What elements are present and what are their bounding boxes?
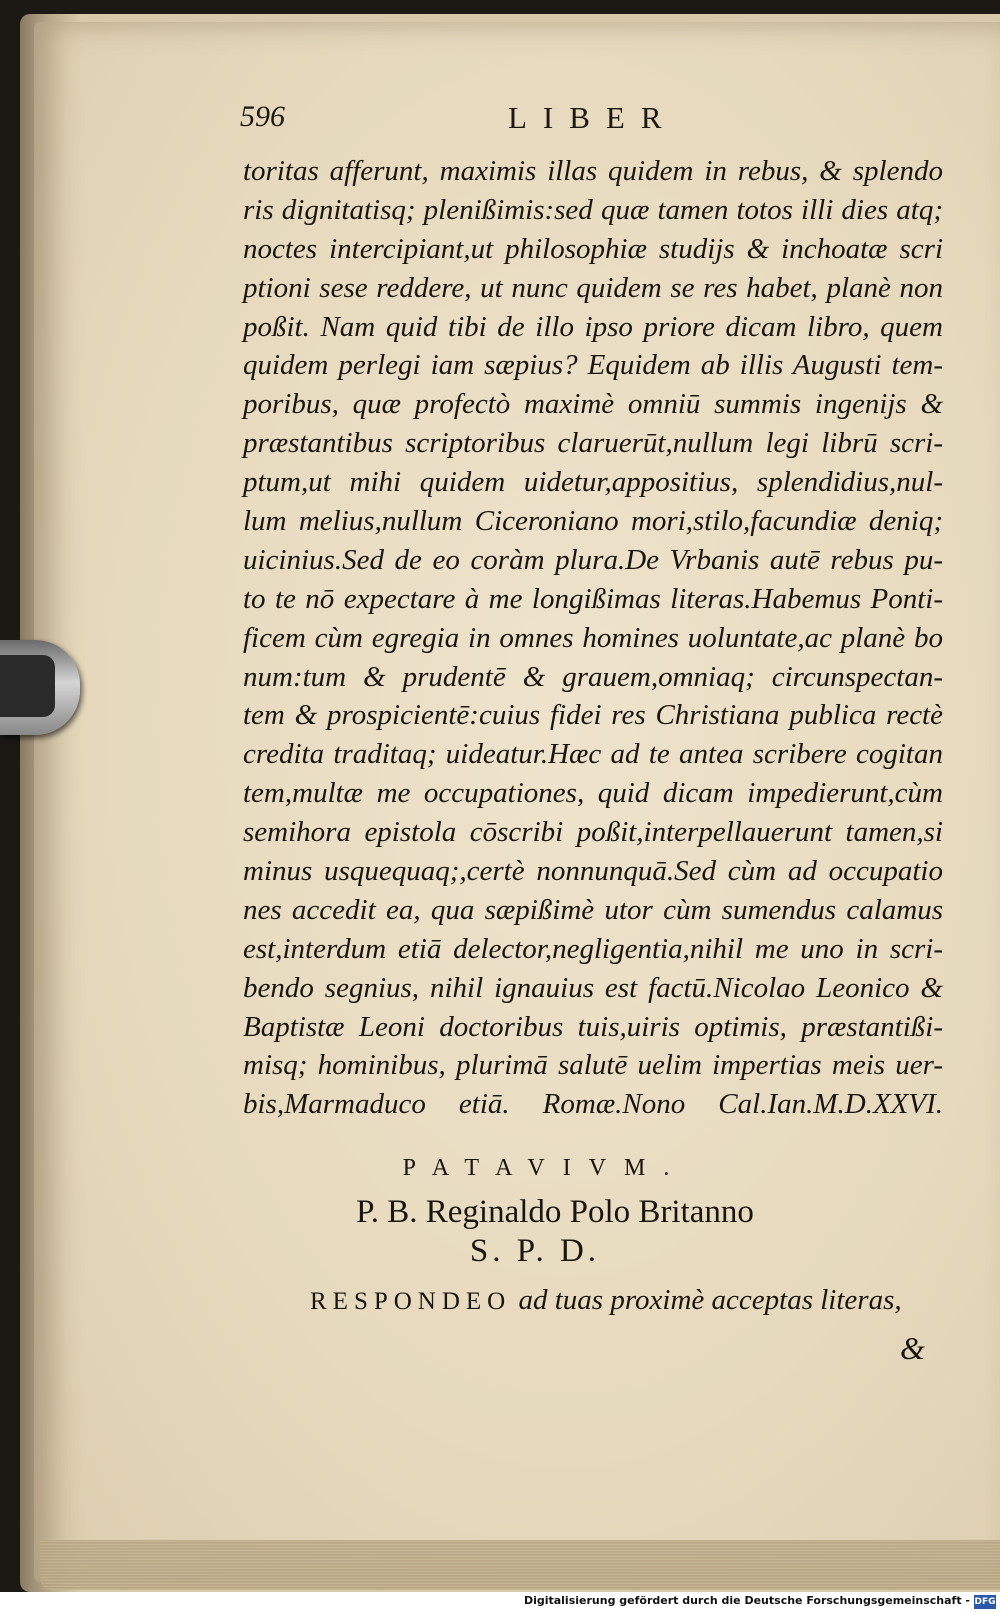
opening-word: RESPONDEO xyxy=(310,1288,512,1315)
dfg-logo: DFG xyxy=(974,1597,996,1607)
page-stack-edge xyxy=(40,1540,1000,1590)
text-line: minus usquequaq;,certè nonnunquā.Sed cùm ad occupatio xyxy=(243,855,943,888)
text-line: noctes intercipiant,ut philosophiæ studijs & inchoatæ scri xyxy=(243,232,943,265)
page-header xyxy=(240,100,940,145)
footer-credit: Digitalisierung gefördert durch die Deutsche Forschungsgemeinschaft - xyxy=(523,1594,970,1607)
text-line: ficem cùm egregia in omnes homines uoluntate,ac planè bo xyxy=(243,621,943,654)
body-text xyxy=(243,152,943,1124)
text-line: nes accedit ea, qua sæpißimè utor cùm sumendus calamus xyxy=(243,893,943,926)
letter-place: PATAVIVM. xyxy=(402,1155,688,1181)
text-line: præstantibus scriptoribus claruerūt,nullum legi librū scri- xyxy=(243,427,943,460)
text-line: bis,Marmaduco etiā. Romæ.Nono Cal.Ian.M.D.XXVI. xyxy=(243,1088,943,1121)
text-line: to te nō expectare à me longißimas literas.Habemus Ponti- xyxy=(243,582,943,615)
page-number: 596 xyxy=(240,100,285,133)
footer-bar xyxy=(0,1592,1000,1613)
text-line: ptioni sese reddere, ut nunc quidem se res habet, planè non xyxy=(243,271,943,304)
letter-opening xyxy=(310,1284,950,1317)
text-line: semihora epistola cōscribi poßit,interpellauerunt tamen,si xyxy=(243,816,943,849)
text-line: quidem perlegi iam sæpius? Equidem ab illis Augusti tem- xyxy=(243,349,943,382)
text-line: poßit. Nam quid tibi de illo ipso priore dicam libro, quem xyxy=(243,310,943,343)
text-line: credita traditaq; uideatur.Hæc ad te antea scribere cogitan xyxy=(243,738,943,771)
running-head: LIBER xyxy=(508,100,678,135)
text-line: est,interdum etiā delector,negligentia,nihil me uno in scri- xyxy=(243,932,943,965)
letter-addressee: P. B. Reginaldo Polo Britanno xyxy=(356,1194,754,1230)
text-line: num:tum & prudentē & grauem,omniaq; circunspectan- xyxy=(243,660,943,693)
text-line: lum melius,nullum Ciceroniano mori,stilo,facundiæ deniq; xyxy=(243,505,943,538)
page-clip-band xyxy=(0,655,55,717)
text-line: ris dignitatisq; plenißimis:sed quæ tamen totos illi dies atq; xyxy=(243,193,943,226)
text-line: poribus, quæ profectò maximè omniū summis ingenijs & xyxy=(243,388,943,421)
text-line: toritas afferunt, maximis illas quidem in rebus, & splendo xyxy=(243,155,943,187)
text-line: Baptistæ Leoni doctoribus tuis,uiris optimis, præstantißi- xyxy=(243,1010,943,1043)
catchword: & xyxy=(900,1330,925,1366)
letter-salutation: S. P. D. xyxy=(469,1233,601,1269)
text-line: tem,multæ me occupationes, quid dicam impedierunt,cùm xyxy=(243,777,943,810)
opening-text: ad tuas proximè acceptas literas, xyxy=(511,1284,902,1316)
text-line: bendo segnius, nihil ignauius est factū.Nicolao Leonico & xyxy=(243,971,943,1004)
text-line: misq; hominibus, plurimā salutē uelim impertias meis uer- xyxy=(243,1049,943,1082)
text-line: tem & prospicientē:cuius fidei res Christiana publica rectè xyxy=(243,699,943,732)
text-line: uicinius.Sed de eo coràm plura.De Vrbanis autē rebus pu- xyxy=(243,543,943,576)
text-line: ptum,ut mihi quidem uidetur,appositius, splendidius,nul- xyxy=(243,466,943,499)
letter-heading xyxy=(240,1155,940,1270)
